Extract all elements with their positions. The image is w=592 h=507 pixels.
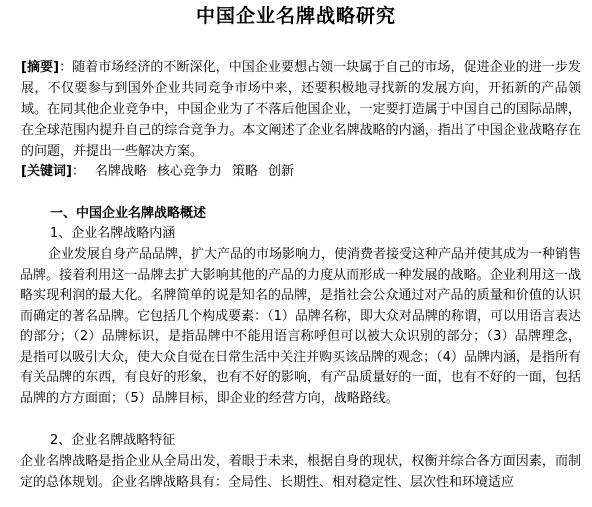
subsection-heading: 2、企业名牌战略特征	[50, 433, 176, 448]
keyword-item: 策略	[231, 164, 258, 179]
section-heading: 一、中国企业名牌战略概述	[50, 206, 207, 221]
abstract-label: [摘要]	[21, 60, 60, 75]
abstract-text: ：随着市场经济的不断深化，中国企业要想占领一块属于自己的市场，促进企业的进一步发展，不仅要参与到国外企业共同竞争市场中来，还要积极地寻找新的发展方向，开拓新的产品领域。在同其他企业竞争中，中国企业为了不落后他国企业，一定要打造属于中国自己的国际品牌，在全球范围内提升自己的综合竞争力。本文阐述了企业名牌战略的内涵，指出了中国企业战略存在的问题，并提出一些解决方案。	[21, 60, 581, 159]
keywords-separator: ：	[71, 164, 85, 179]
keywords-line	[21, 162, 581, 182]
keyword-item: 核心竞争力	[156, 164, 222, 179]
keyword-item: 创新	[267, 164, 294, 179]
document-title: 中国企业名牌战略研究	[195, 5, 396, 27]
body-paragraph: 企业名牌战略是指企业从全局出发，着眼于未来，根据自身的现状，权衡并综合各方面因素，而制定的总体规划。企业名牌战略具有：全局性、长期性、相对稳定性、层次性和环境适应	[20, 454, 581, 490]
body-paragraph: 企业发展自身产品品牌，扩大产品的市场影响力，使消费者接受这种产品并使其成为一种销售品牌。接着利用这一品牌去扩大影响其他的产品的力度从而形成一种发展的战略。企业利用这一战略实现利润的最大化。名牌简单的说是知名的品牌，是指社会公众通过对产品的质量和价值的认识而确定的著名品牌。它包括几个构成要素：（1）品牌名称，即大众对品牌的称谓，可以用语言表达的部分；（2）品牌标识，是指品牌中不能用语言称呼但可以被大众识别的部分；（3）品牌理念，是指可以吸引大众，使大众自觉在日常生活中关注并购买该品牌的观念；（4）品牌内涵，是指所有有关品牌的东西，有良好的形象，也有不好的影响，有产品质量好的一面，也有不好的一面，包括品牌的方方面面；（5）品牌目标，即企业的经营方向，战略路线。	[20, 247, 582, 406]
keyword-item: 名牌战略	[94, 164, 147, 179]
abstract-paragraph	[21, 57, 581, 162]
subsection-heading: 1、企业名牌战略内涵	[50, 226, 176, 241]
keywords-label: [关键词]	[21, 164, 72, 179]
